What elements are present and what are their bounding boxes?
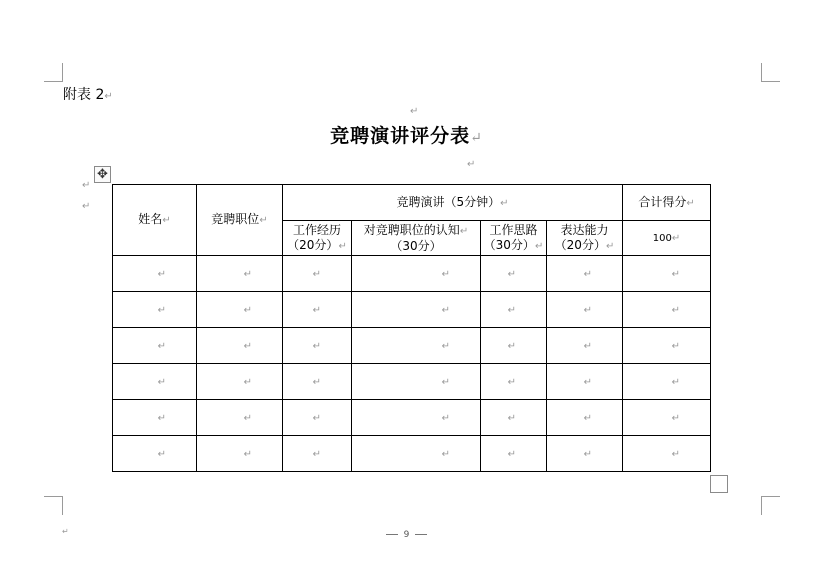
paragraph-mark-icon: ↵: [507, 376, 516, 388]
paragraph-mark-icon: ↵: [459, 225, 469, 237]
table-cell[interactable]: [113, 292, 197, 328]
subheader-work-experience[interactable]: 工作经历 （20分）↵: [283, 221, 352, 256]
paragraph-mark-icon: ↵: [583, 340, 593, 352]
paragraph-mark-icon: ↵: [104, 91, 113, 102]
table-cell[interactable]: [623, 364, 711, 400]
paragraph-mark-icon: ↵: [312, 268, 321, 280]
paragraph-mark-icon: ↵: [243, 340, 252, 352]
table-row: [113, 256, 711, 292]
table-cell[interactable]: [547, 256, 623, 292]
table-cell[interactable]: [197, 400, 283, 436]
table-row: [113, 364, 711, 400]
paragraph-mark-icon: ↵: [500, 197, 509, 209]
paragraph-mark-icon: ↵: [243, 376, 252, 388]
table-cell[interactable]: [283, 292, 352, 328]
table-cell[interactable]: [352, 364, 481, 400]
paragraph-mark-icon: ↵: [243, 412, 252, 424]
table-cell[interactable]: [481, 292, 547, 328]
document-title: 竞聘演讲评分表↵: [330, 125, 483, 147]
table-cell[interactable]: [352, 328, 481, 364]
table-cell[interactable]: [352, 292, 481, 328]
table-cell[interactable]: [352, 436, 481, 472]
table-cell[interactable]: [283, 256, 352, 292]
table-resize-handle[interactable]: [710, 475, 728, 493]
table-cell[interactable]: [352, 256, 481, 292]
total-score-value[interactable]: 100↵: [623, 221, 711, 256]
table-cell[interactable]: [352, 400, 481, 436]
paragraph-mark-icon: ↵: [441, 268, 450, 280]
table-cell[interactable]: [623, 256, 711, 292]
paragraph-mark-icon: ↵: [583, 268, 593, 280]
paragraph-mark-icon: ↵: [583, 376, 593, 388]
crop-mark-bottom-right: [761, 496, 780, 515]
table-cell[interactable]: [197, 328, 283, 364]
table-row: [113, 328, 711, 364]
paragraph-mark-icon: ↵: [470, 130, 483, 146]
paragraph-mark-icon: ↵: [243, 268, 252, 280]
table-body: [113, 256, 711, 472]
paragraph-mark-icon: ↵: [312, 376, 321, 388]
paragraph-mark-icon: ↵: [441, 448, 450, 460]
table-cell[interactable]: [283, 436, 352, 472]
subheader-work-ideas[interactable]: 工作思路 （30分）↵: [481, 221, 547, 256]
table-cell[interactable]: [197, 256, 283, 292]
paragraph-mark-icon: ↵: [507, 448, 516, 460]
paragraph-mark-icon: ↵: [157, 340, 166, 352]
paragraph-mark-icon: ↵: [312, 340, 321, 352]
table-cell[interactable]: [481, 256, 547, 292]
paragraph-mark-icon: ↵: [583, 448, 593, 460]
paragraph-mark-icon: ↵: [157, 376, 166, 388]
paragraph-mark-icon: ↵: [62, 527, 69, 536]
table-cell[interactable]: [547, 364, 623, 400]
paragraph-mark-icon: ↵: [441, 412, 450, 424]
paragraph-mark-icon: ↵: [312, 448, 321, 460]
table-cell[interactable]: [623, 328, 711, 364]
header-name[interactable]: 姓名↵: [113, 185, 197, 256]
paragraph-mark-icon: ↵: [259, 215, 268, 226]
table-cell[interactable]: [283, 328, 352, 364]
table-cell[interactable]: [547, 436, 623, 472]
paragraph-mark-icon: ↵: [157, 448, 166, 460]
attachment-label: 附表 2↵: [63, 87, 113, 103]
paragraph-mark-icon: ↵: [312, 412, 321, 424]
table-cell[interactable]: [623, 292, 711, 328]
paragraph-mark-icon: ↵: [671, 304, 681, 316]
paragraph-mark-icon: ↵: [671, 448, 681, 460]
table-cell[interactable]: [197, 436, 283, 472]
paragraph-mark-icon: ↵: [534, 240, 544, 252]
table-cell[interactable]: [623, 436, 711, 472]
paragraph-mark-icon: ↵: [467, 159, 476, 170]
table-cell[interactable]: [481, 436, 547, 472]
table-header-row: [113, 185, 711, 221]
subheader-expression-ability[interactable]: 表达能力 （20分）↵: [547, 221, 623, 256]
table-cell[interactable]: [547, 328, 623, 364]
table-row: [113, 292, 711, 328]
paragraph-mark-icon: ↵: [82, 180, 91, 191]
table-cell[interactable]: [197, 364, 283, 400]
paragraph-mark-icon: ↵: [441, 304, 450, 316]
table-cell[interactable]: [547, 400, 623, 436]
table-cell[interactable]: [623, 400, 711, 436]
paragraph-mark-icon: ↵: [441, 340, 450, 352]
paragraph-mark-icon: ↵: [157, 268, 166, 280]
table-cell[interactable]: [197, 292, 283, 328]
table-cell[interactable]: [113, 436, 197, 472]
paragraph-mark-icon: ↵: [441, 376, 450, 388]
paragraph-mark-icon: ↵: [312, 304, 321, 316]
subheader-position-understanding[interactable]: 对竞聘职位的认知↵ （30分）: [352, 221, 481, 256]
table-cell[interactable]: [481, 328, 547, 364]
table-cell[interactable]: [113, 328, 197, 364]
paragraph-mark-icon: ↵: [671, 268, 681, 280]
paragraph-mark-icon: ↵: [410, 106, 419, 117]
score-table: [112, 184, 711, 472]
header-speech[interactable]: 竞聘演讲（5分钟）↵: [283, 185, 623, 221]
page-number: 9: [0, 530, 813, 540]
paragraph-mark-icon: ↵: [507, 304, 516, 316]
paragraph-mark-icon: ↵: [507, 268, 516, 280]
paragraph-mark-icon: ↵: [338, 240, 347, 252]
page-number-dash: [386, 534, 398, 535]
paragraph-mark-icon: ↵: [671, 232, 681, 244]
table-cell[interactable]: [547, 292, 623, 328]
table-row: [113, 400, 711, 436]
paragraph-mark-icon: ↵: [243, 304, 252, 316]
paragraph-mark-icon: ↵: [243, 448, 252, 460]
paragraph-mark-icon: ↵: [686, 197, 695, 209]
table-cell[interactable]: [113, 400, 197, 436]
paragraph-mark-icon: ↵: [583, 304, 593, 316]
crop-mark-top-right: [761, 63, 780, 82]
paragraph-mark-icon: ↵: [671, 412, 681, 424]
paragraph-mark-icon: ↵: [82, 201, 91, 212]
header-position[interactable]: 竞聘职位↵: [197, 185, 283, 256]
paragraph-mark-icon: ↵: [507, 412, 516, 424]
paragraph-mark-icon: ↵: [157, 412, 166, 424]
crop-mark-bottom-left: [44, 496, 63, 515]
table-cell[interactable]: [481, 400, 547, 436]
table-cell[interactable]: [283, 400, 352, 436]
paragraph-mark-icon: ↵: [671, 340, 681, 352]
paragraph-mark-icon: ↵: [157, 304, 166, 316]
table-cell[interactable]: [481, 364, 547, 400]
table-cell[interactable]: [113, 256, 197, 292]
page-number-dash: [415, 534, 427, 535]
table-move-handle-icon[interactable]: ✥: [94, 166, 111, 183]
paragraph-mark-icon: ↵: [162, 215, 171, 226]
paragraph-mark-icon: ↵: [671, 376, 681, 388]
paragraph-mark-icon: ↵: [583, 412, 593, 424]
paragraph-mark-icon: ↵: [507, 340, 516, 352]
paragraph-mark-icon: ↵: [605, 240, 615, 252]
table-cell[interactable]: [113, 364, 197, 400]
header-total[interactable]: 合计得分↵: [623, 185, 711, 221]
table-cell[interactable]: [283, 364, 352, 400]
crop-mark-top-left: [44, 63, 63, 82]
table-row: [113, 436, 711, 472]
